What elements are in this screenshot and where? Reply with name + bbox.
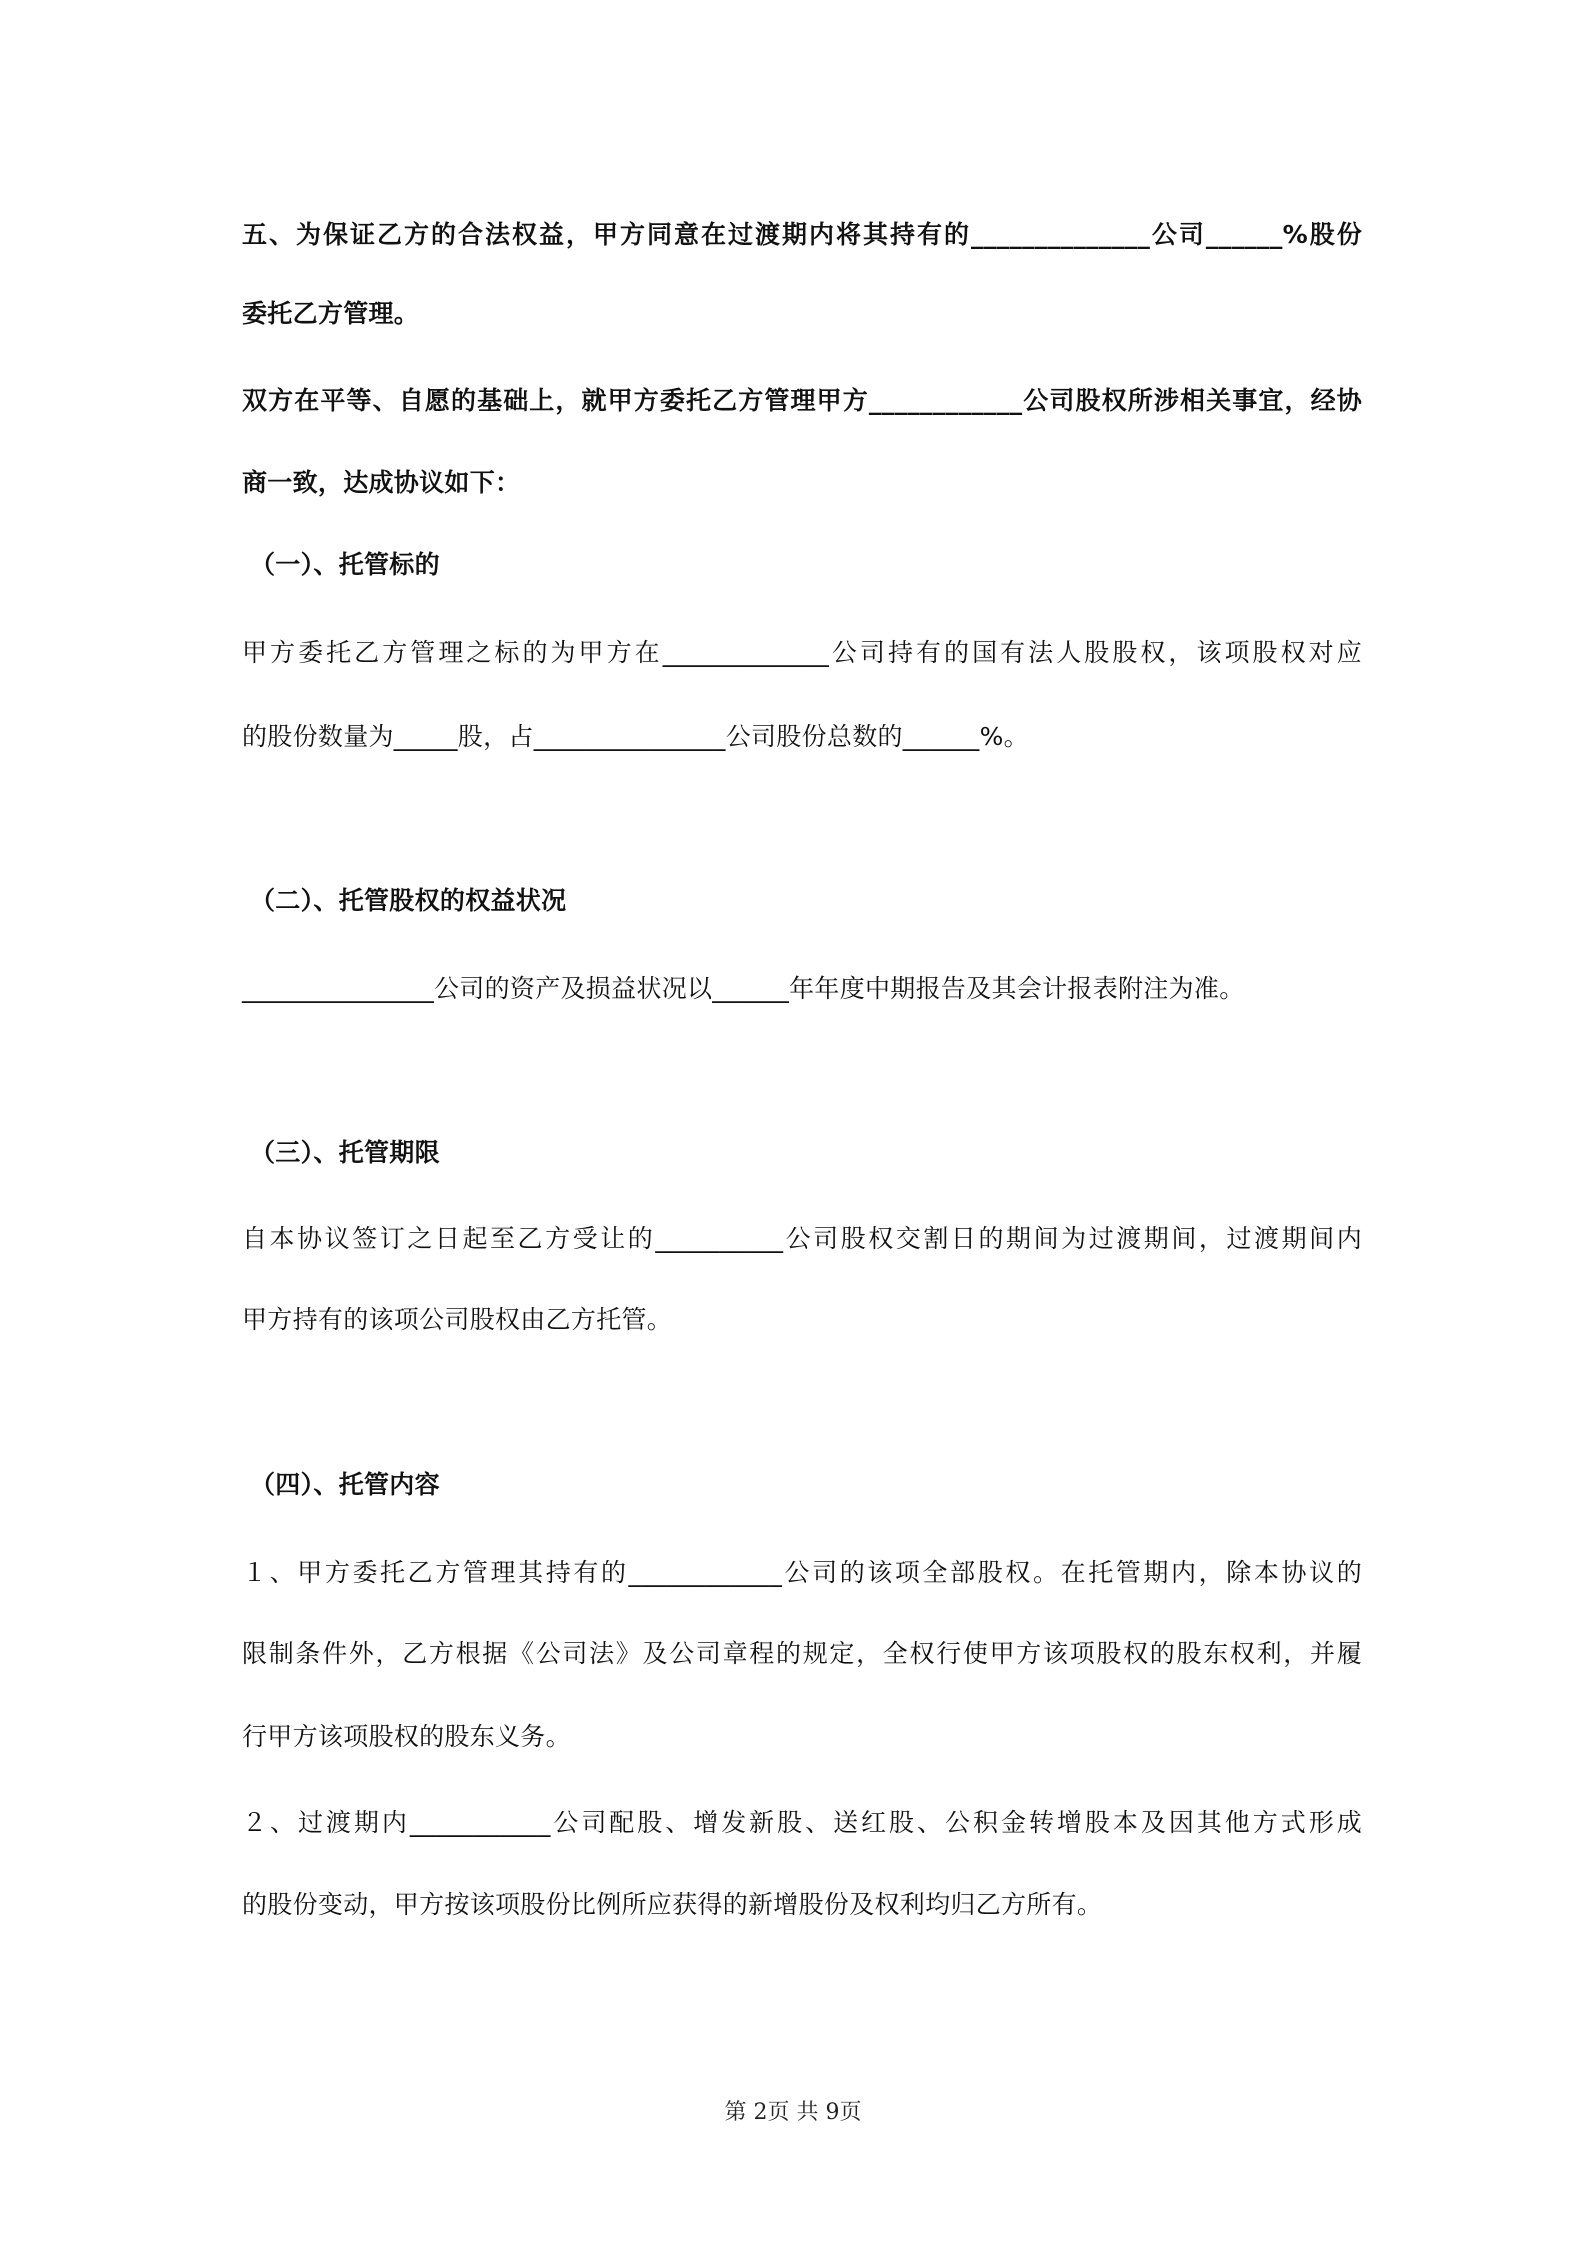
section-heading-1: （一）、托管标的 [250, 550, 440, 579]
section-4-item-2-line-1: ２、过渡期内___________公司配股、增发新股、送红股、公积金转增股本及因其他方式形成 [242, 1808, 1362, 1837]
page-number-footer: 第 2页 共 9页 [724, 2100, 862, 2125]
section-heading-2: （二）、托管股权的权益状况 [250, 886, 567, 915]
section-4-item-1-line-2: 限制条件外，乙方根据《公司法》及公司章程的规定，全权行使甲方该项股权的股东权利，并履 [242, 1639, 1362, 1668]
clause-five-line-1: 五、为保证乙方的合法权益，甲方同意在过渡期内将其持有的______________公司______%股份 [242, 220, 1362, 249]
section-4-item-2-line-2: 的股份变动，甲方按该项股份比例所应获得的新增股份及权利均归乙方所有。 [242, 1890, 1103, 1919]
section-1-line-1: 甲方委托乙方管理之标的为甲方在_____________公司持有的国有法人股股权，该项股权对应 [242, 638, 1362, 667]
section-4-item-1-line-1: １、甲方委托乙方管理其持有的____________公司的该项全部股权。在托管期内，除本协议的 [242, 1558, 1362, 1587]
section-heading-4: （四）、托管内容 [250, 1470, 440, 1499]
section-heading-3: （三）、托管期限 [250, 1138, 440, 1167]
section-2-line-1: _______________公司的资产及损益状况以______年年度中期报告及其会计报表附注为准。 [242, 974, 1245, 1003]
intro-line-1: 双方在平等、自愿的基础上，就甲方委托乙方管理甲方____________公司股权所涉相关事宜，经协 [242, 386, 1362, 415]
clause-five-line-2: 委托乙方管理。 [242, 299, 420, 328]
section-3-line-2: 甲方持有的该项公司股权由乙方托管。 [242, 1305, 673, 1334]
section-4-item-1-line-3: 行甲方该项股权的股东义务。 [242, 1722, 571, 1751]
section-1-line-2: 的股份数量为_____股，占_______________公司股份总数的______%。 [242, 722, 1029, 751]
section-3-line-1: 自本协议签订之日起至乙方受让的__________公司股权交割日的期间为过渡期间，过渡期间内 [242, 1224, 1362, 1253]
intro-line-2: 商一致，达成协议如下： [242, 468, 521, 497]
